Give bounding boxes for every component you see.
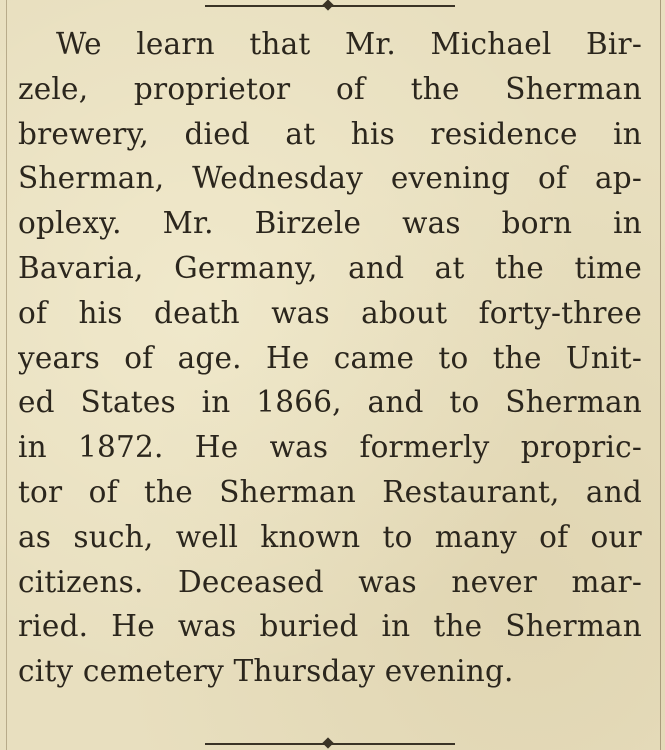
article-line: Sherman, Wednesday evening of ap-: [18, 161, 642, 196]
article-line: ried. He was buried in the Sherman: [18, 609, 642, 644]
top-divider: [205, 0, 455, 12]
top-divider-ornament: [322, 0, 333, 11]
article-line: zele, proprietor of the Sherman: [18, 71, 642, 106]
article-line: We learn that Mr. Michael Bir-: [56, 27, 642, 61]
article-line: brewery, died at his residence in: [18, 116, 642, 151]
bottom-divider-ornament: [322, 737, 333, 748]
article-line: tor of the Sherman Restaurant, and: [18, 474, 642, 509]
column-rule-right: [660, 0, 661, 750]
article-line: in 1872. He was formerly propric-: [18, 430, 642, 465]
obituary-article: [18, 22, 642, 694]
article-line: ed States in 1866, and to Sherman: [18, 385, 642, 420]
article-line: oplexy. Mr. Birzele was born in: [18, 206, 642, 241]
article-line: years of age. He came to the Unit-: [18, 340, 642, 375]
article-line: as such, well known to many of our: [18, 519, 642, 554]
article-line: of his death was about forty-three: [18, 295, 642, 330]
article-line: city cemetery Thursday evening.: [18, 654, 514, 689]
bottom-divider: [205, 738, 455, 750]
column-rule-left: [6, 0, 7, 750]
article-line: Bavaria, Germany, and at the time: [18, 250, 642, 285]
article-line: citizens. Deceased was never mar-: [18, 564, 642, 599]
